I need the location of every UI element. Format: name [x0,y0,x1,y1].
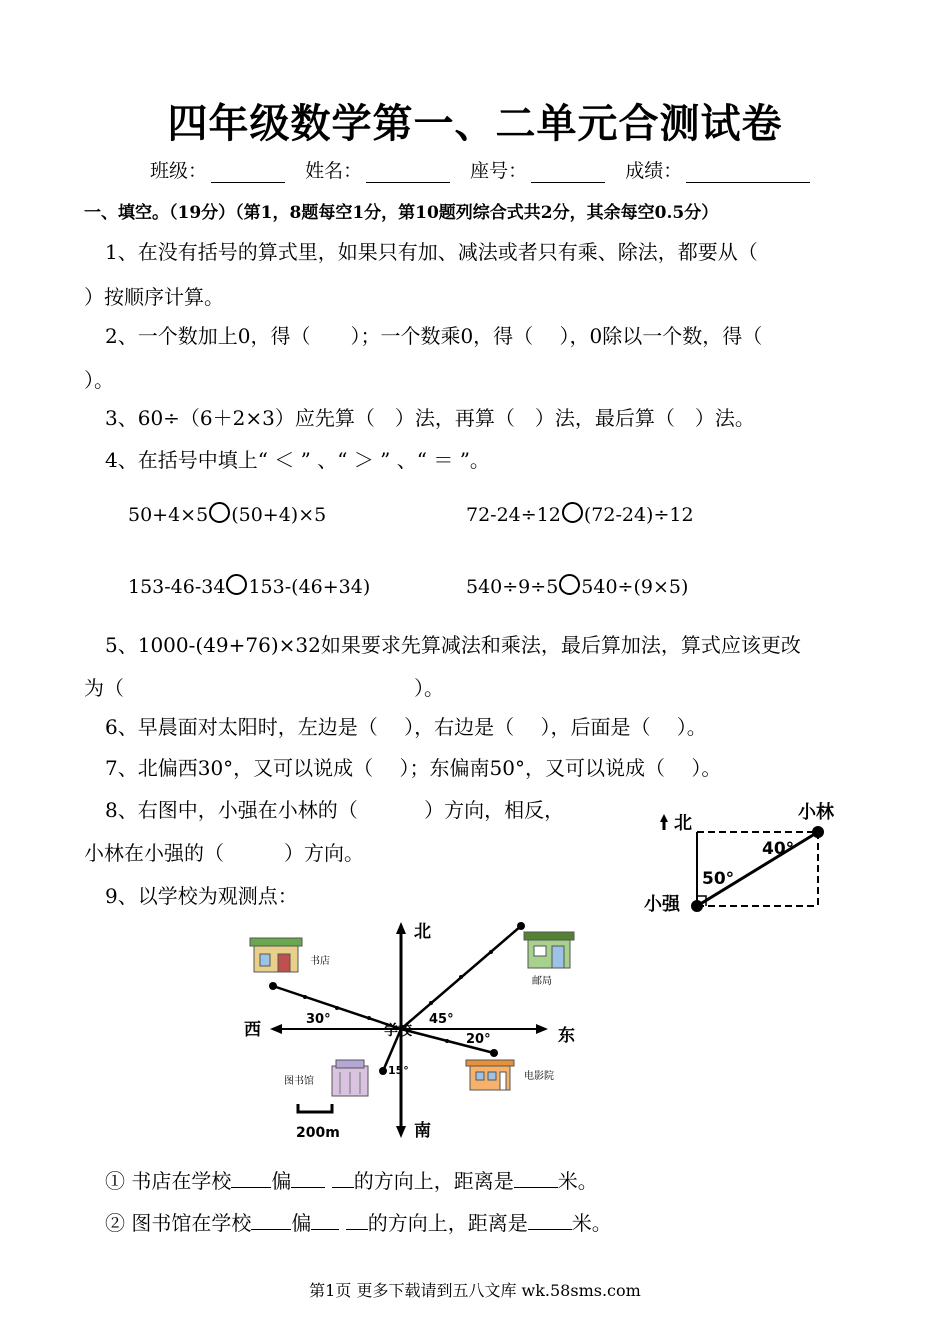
xiaolin-label: 小林 [798,802,834,823]
score-label: 成绩： [625,160,683,182]
student-info-line [150,156,824,183]
score-blank[interactable] [686,164,810,183]
angle-30-label: 30° [306,1012,331,1027]
question-2-cont: ）。 [84,368,114,392]
scale-label: 200m [296,1125,340,1141]
angle-45-label: 45° [429,1012,454,1027]
xiaoqiang-label: 小强 [644,894,680,915]
q9-map-figure [236,916,596,1142]
north-arrow-icon [660,814,668,822]
library-building-icon [332,1060,368,1096]
south-arrow-icon [396,1126,406,1138]
question-4: 4、在括号中填上“ ＜ ” 、“ ＞ ” 、“ ＝ ”。 [105,448,490,472]
compare-circle[interactable] [562,502,583,523]
section-heading: 一、填空。（19分）（第1，8题每空1分，第10题列综合式共2分，其余每空0.5分） [84,203,719,223]
north-arrow-icon [396,922,406,934]
blank[interactable] [251,1229,291,1230]
question-6: 6、早晨面对太阳时，左边是（ ），右边是（ ），后面是（ ）。 [105,715,707,739]
question-2: 2、一个数加上0，得（ ）；一个数乘0，得（ ），0除以一个数，得（ [105,324,763,348]
answer-line-2: ② 图书馆在学校 偏 的方向上，距离是 米。 [105,1211,612,1235]
cinema-label: 电影院 [524,1071,554,1082]
angle-15-label: 15° [388,1064,409,1077]
blank[interactable] [528,1229,572,1230]
post-office-label: 邮局 [532,976,552,987]
north-label: 北 [674,813,692,834]
scale-bar [298,1104,332,1112]
page-title: 四年级数学第一、二单元合测试卷 [167,101,783,147]
question-1: 1、在没有括号的算式里，如果只有加、减法或者只有乘、除法，都要从（ [105,240,758,264]
bookstore-label: 书店 [310,956,330,967]
bookstore-building-icon [250,938,302,972]
compare-item-c: 153-46-34 153-(46+34) [128,576,371,598]
name-label: 姓名： [305,160,363,182]
south-label: 南 [414,1121,431,1141]
answer-line-1: ① 书店在学校 偏 的方向上，距离是 米。 [105,1169,598,1193]
xiaolin-point [812,826,824,838]
east-arrow-icon [536,1024,548,1034]
question-9: 9、以学校为观测点： [105,884,298,908]
q8-direction-figure [640,796,870,921]
seat-label: 座号： [470,160,528,182]
compare-item-a: 50+4×5 (50+4)×5 [128,504,327,526]
blank[interactable] [311,1229,339,1230]
east-label: 东 [558,1026,575,1046]
angle-50-label: 50° [702,869,735,889]
blank[interactable] [514,1187,558,1188]
compare-item-b: 72-24÷12 (72-24)÷12 [466,504,694,526]
north-label: 北 [414,922,431,942]
question-7: 7、北偏西30°，又可以说成（ ）；东偏南50°，又可以说成（ ）。 [105,756,722,780]
west-arrow-icon [270,1024,282,1034]
class-blank[interactable] [211,164,285,183]
question-1-cont: ）按顺序计算。 [84,285,224,309]
blank[interactable] [346,1229,368,1230]
cinema-building-icon [466,1060,514,1090]
compare-item-d: 540÷9÷5 540÷(9×5) [466,576,689,598]
blank[interactable] [291,1187,325,1188]
compare-circle[interactable] [209,502,230,523]
west-label: 西 [244,1020,261,1040]
question-8-cont: 小林在小强的（ ）方向。 [84,841,364,865]
post-office-building-icon [524,932,574,968]
page-footer: 第1页 更多下载请到五八文库 wk.58sms.com [309,1281,641,1300]
question-5-cont: 为（ ）。 [84,676,444,700]
question-5: 5、1000-(49+76)×32如果要求先算减法和乘法，最后算加法，算式应该更改 [105,633,801,657]
blank[interactable] [231,1187,271,1188]
seat-blank[interactable] [531,164,605,183]
library-label: 图书馆 [284,1076,314,1087]
question-3: 3、60÷（6＋2×3）应先算（ ）法，再算（ ）法，最后算（ ）法。 [105,406,755,430]
blank[interactable] [332,1187,354,1188]
compare-circle[interactable] [226,574,247,595]
angle-20-label: 20° [466,1032,491,1047]
angle-40-label: 40° [762,839,795,859]
compare-circle[interactable] [559,574,580,595]
class-label: 班级： [150,160,208,182]
name-blank[interactable] [366,164,450,183]
xiaoqiang-point [691,900,703,912]
question-8: 8、右图中，小强在小林的（ ）方向，相反， [105,798,565,822]
school-label: 学校 [384,1023,412,1039]
